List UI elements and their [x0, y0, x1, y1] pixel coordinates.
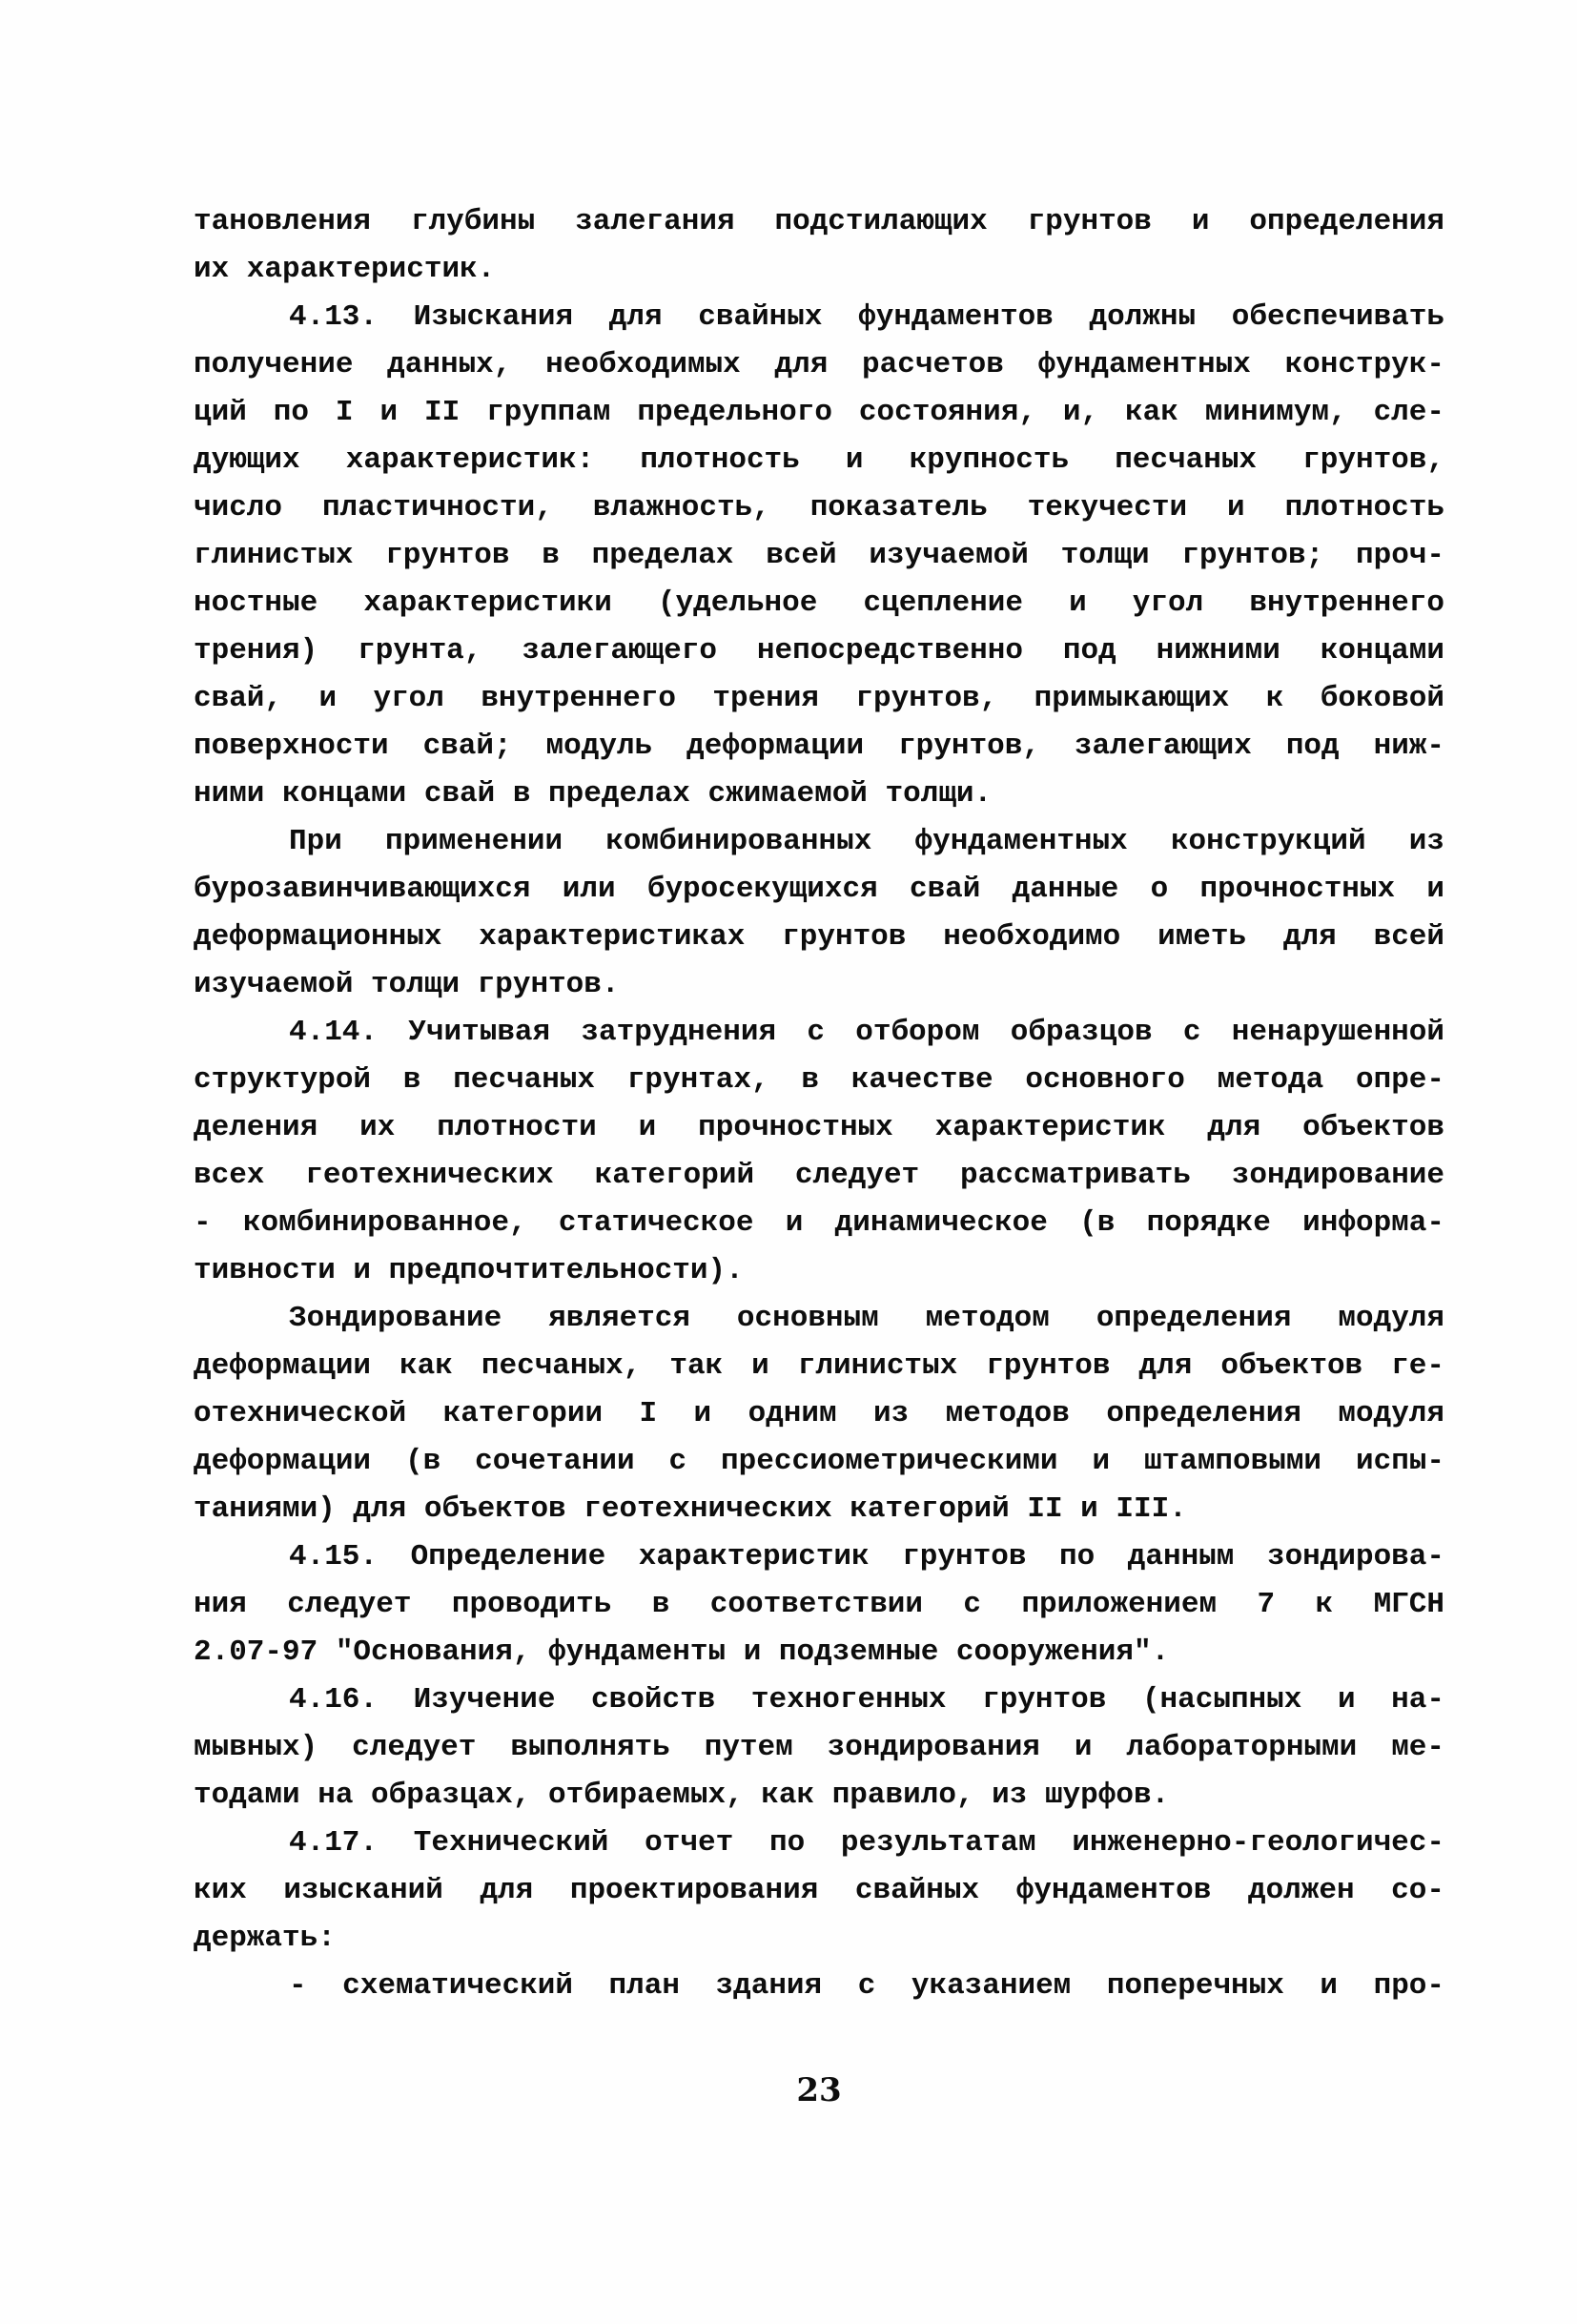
text-line: 4.13. Изыскания для свайных фундаментов должны обеспечивать — [289, 300, 1444, 334]
text-line: При применении комбинированных фундаментных конструкций из — [289, 825, 1444, 858]
text-line: ций по I и II группам предельного состояния, и, как минимум, сле- — [194, 396, 1444, 429]
text-line: дующих характеристик: плотность и крупность песчаных грунтов, — [194, 443, 1444, 477]
text-line: тодами на образцах, отбираемых, как правило, из шурфов. — [194, 1779, 1170, 1812]
text-line: свай, и угол внутреннего трения грунтов, примыкающих к боковой — [194, 682, 1444, 715]
text-line: деформации (в сочетании с прессиометрическими и штамповыми испы- — [194, 1445, 1444, 1478]
text-line: структурой в песчаных грунтах, в качестве основного метода опре- — [194, 1063, 1444, 1097]
text-line: всех геотехнических категорий следует рассматривать зондирование — [194, 1159, 1444, 1192]
text-line: ностные характеристики (удельное сцепление и угол внутреннего — [194, 586, 1444, 620]
text-line: тивности и предпочтительности). — [194, 1254, 744, 1287]
page-number: 23 — [796, 2071, 842, 2109]
text-line: получение данных, необходимых для расчетов фундаментных конструк- — [194, 348, 1444, 381]
text-line: - схематический план здания с указанием поперечных и про- — [289, 1969, 1444, 2003]
text-line: таниями) для объектов геотехнических категорий II и III. — [194, 1492, 1187, 1526]
text-line: глинистых грунтов в пределах всей изучаемой толщи грунтов; проч- — [194, 539, 1444, 572]
text-line: 4.16. Изучение свойств техногенных грунтов (насыпных и на- — [289, 1683, 1444, 1717]
text-line: число пластичности, влажность, показатель текучести и плотность — [194, 491, 1444, 524]
text-line: деления их плотности и прочностных характеристик для объектов — [194, 1111, 1444, 1144]
text-line: 4.15. Определение характеристик грунтов по данным зондирова- — [289, 1540, 1444, 1573]
text-line: деформационных характеристиках грунтов необходимо иметь для всей — [194, 920, 1444, 954]
text-line: тановления глубины залегания подстилающих грунтов и определения — [194, 205, 1444, 238]
text-line: 4.17. Технический отчет по результатам инженерно-геологичес- — [289, 1826, 1444, 1860]
text-line: - комбинированное, статическое и динамическое (в порядке информа- — [194, 1206, 1444, 1240]
text-line: бурозавинчивающихся или буросекущихся свай данные о прочностных и — [194, 873, 1444, 906]
text-line: Зондирование является основным методом определения модуля — [289, 1302, 1444, 1335]
text-line: мывных) следует выполнять путем зондирования и лабораторными ме- — [194, 1731, 1444, 1764]
text-line: трения) грунта, залегающего непосредственно под нижними концами — [194, 634, 1444, 668]
text-line: поверхности свай; модуль деформации грунтов, залегающих под ниж- — [194, 730, 1444, 763]
text-line: ними концами свай в пределах сжимаемой толщи. — [194, 777, 993, 811]
text-line: ких изысканий для проектирования свайных фундаментов должен со- — [194, 1874, 1444, 1907]
text-line: деформации как песчаных, так и глинистых грунтов для объектов ге- — [194, 1349, 1444, 1383]
document-text — [194, 198, 1444, 2010]
text-line: 2.07-97 "Основания, фундаменты и подземные сооружения". — [194, 1635, 1170, 1669]
text-line: изучаемой толщи грунтов. — [194, 968, 620, 1001]
text-line: ния следует проводить в соответствии с приложением 7 к МГСН — [194, 1588, 1444, 1621]
text-line: их характеристик. — [194, 253, 496, 286]
text-line: держать: — [194, 1922, 336, 1955]
text-line: отехнической категории I и одним из методов определения модуля — [194, 1397, 1444, 1430]
text-line: 4.14. Учитывая затруднения с отбором образцов с ненарушенной — [289, 1016, 1444, 1049]
